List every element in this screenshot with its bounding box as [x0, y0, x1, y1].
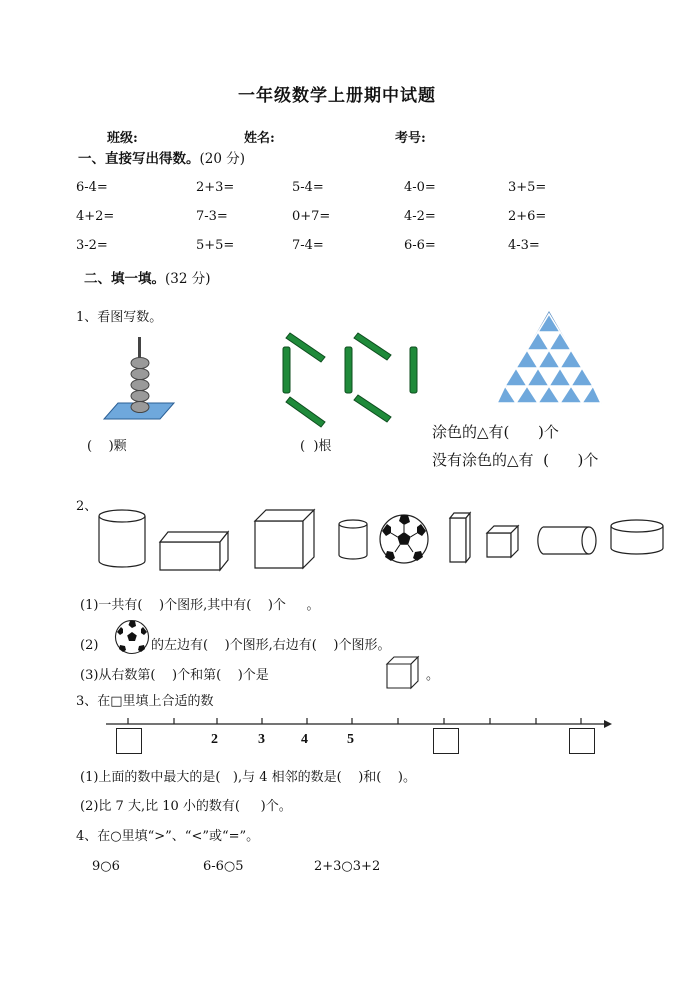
problem: 4-0= — [404, 180, 436, 195]
q2-line2-prefix: (2) — [80, 638, 99, 653]
cylinder-shape — [339, 520, 367, 559]
small-cube-icon — [386, 656, 420, 690]
answer-box[interactable] — [433, 728, 459, 754]
section1-points: (20 分) — [199, 151, 246, 167]
problem: 6-6= — [404, 238, 436, 253]
q3-line2: (2)比 7 大,比 10 小的数有( )个。 — [80, 799, 292, 814]
q2-label: 2、 — [76, 499, 98, 514]
triangle-pyramid — [497, 312, 601, 404]
section2-heading-text: 二、填一填。 — [84, 271, 165, 287]
problem: 3-2= — [76, 238, 108, 253]
cube-shape — [255, 510, 314, 568]
problem: 7-4= — [292, 238, 324, 253]
problem: 0+7= — [292, 209, 331, 224]
problem: 4-3= — [508, 238, 540, 253]
q2-line2-suffix: 的左边有( )个图形,右边有( )个图形。 — [151, 638, 391, 653]
q3-line1: (1)上面的数中最大的是( ),与 4 相邻的数是( )和( )。 — [80, 770, 416, 785]
section1-heading — [78, 151, 245, 167]
problem: 4-2= — [404, 209, 436, 224]
compare-item: 9○6 — [92, 859, 120, 874]
student-id-label: 考号: — [395, 131, 426, 146]
lying-cylinder-shape — [538, 527, 596, 554]
number-line-label: 5 — [347, 732, 354, 747]
answer-box[interactable] — [116, 728, 142, 754]
abacus-answer: ( )颗 — [87, 439, 127, 454]
class-label: 班级: — [107, 131, 138, 146]
problem: 4+2= — [76, 209, 115, 224]
problem: 5-4= — [292, 180, 324, 195]
soccer-ball-icon — [114, 619, 150, 655]
compare-item: 6-6○5 — [203, 859, 244, 874]
q2-line3-prefix: (3)从右数第( )个和第( )个是 — [80, 668, 269, 683]
q2-line3-suffix: 。 — [426, 668, 440, 683]
problem: 2+3= — [196, 180, 235, 195]
triangle-uncolored-question: 没有涂色的△有 ( )个 — [432, 451, 599, 469]
answer-box[interactable] — [569, 728, 595, 754]
number-line — [104, 714, 624, 734]
number-line-label: 3 — [258, 732, 265, 747]
flat-cylinder-shape — [611, 520, 663, 554]
soccer-ball-shape — [380, 515, 428, 563]
q2-line1: (1)一共有( )个图形,其中有( )个 。 — [80, 598, 320, 613]
q3-label: 3、在□里填上合适的数 — [76, 694, 214, 709]
shapes-row — [96, 506, 676, 576]
q1-label: 1、看图写数。 — [76, 310, 163, 325]
sticks-answer: ( )根 — [300, 439, 332, 454]
name-label: 姓名: — [244, 131, 275, 146]
compare-item: 2+3○3+2 — [314, 859, 381, 874]
small-cube-shape — [487, 526, 518, 557]
problem: 3+5= — [508, 180, 547, 195]
section2-points: (32 分) — [165, 271, 211, 287]
problem: 5+5= — [196, 238, 235, 253]
section2-heading — [84, 271, 211, 287]
problem: 6-4= — [76, 180, 108, 195]
number-line-label: 4 — [301, 732, 308, 747]
page-title: 一年级数学上册期中试题 — [238, 86, 436, 106]
section1-heading-text: 一、直接写出得数。 — [78, 151, 200, 167]
abacus-figure — [100, 335, 180, 425]
number-line-label: 2 — [211, 732, 218, 747]
problem: 7-3= — [196, 209, 228, 224]
triangle-colored-question: 涂色的△有( )个 — [432, 423, 559, 441]
sticks-figure — [275, 327, 425, 427]
cuboid-shape — [160, 532, 228, 570]
cylinder-shape — [99, 510, 145, 567]
q4-label: 4、在○里填“>”、“<”或“=”。 — [76, 829, 260, 844]
problem: 2+6= — [508, 209, 547, 224]
tall-prism-shape — [450, 513, 470, 562]
